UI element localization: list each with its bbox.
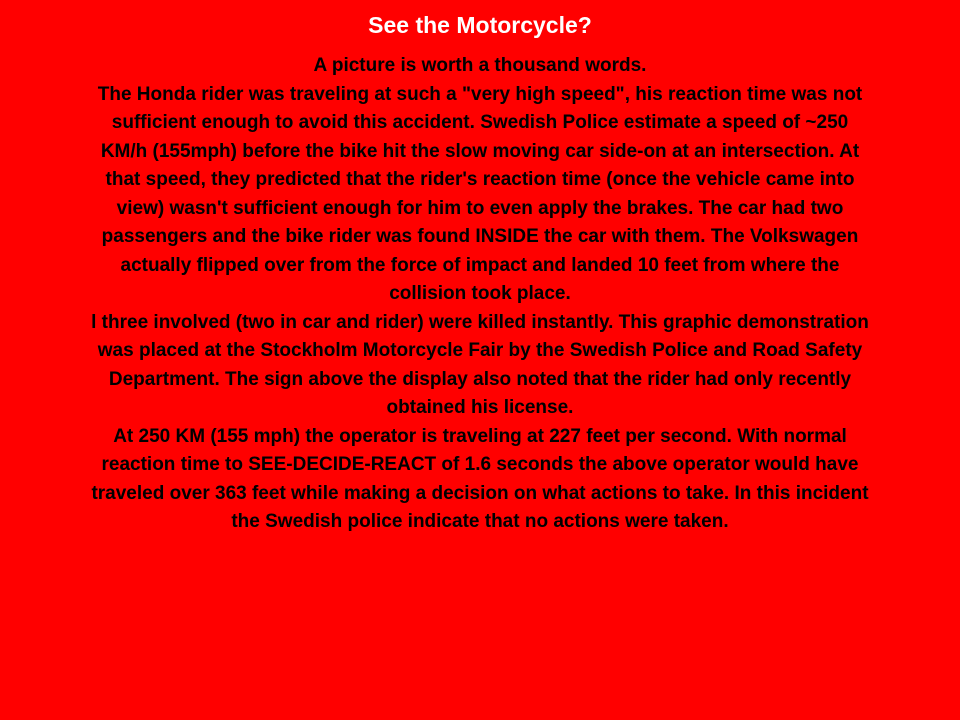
- slide-title: See the Motorcycle?: [368, 12, 592, 38]
- body-paragraph-reaction-time: At 250 KM (155 mph) the operator is traveling at 227 feet per second. With normal reaction time to SEE-DECIDE-REACT of 1.6 seconds the above operator would have traveled over 363 feet while making a decision on what actions to take. In this incident the Swedish police indicate that no actions were taken.: [91, 425, 869, 532]
- body-paragraph-casualties: l three involved (two in car and rider) were killed instantly. This graphic demonstration was placed at the Stockholm Motorcycle Fair by the Swedish Police and Road Safety Department. The sign above the display also noted that the rider had only recently obtained his license.: [91, 311, 869, 418]
- body-paragraph-accident: The Honda rider was traveling at such a "very high speed", his reaction time was not sufficient enough to avoid this accident. Swedish Police estimate a speed of ~250 KM/h (155mph) before the bike hit the slow moving car side-on at an intersection. At that speed, they predicted that the rider's reaction time (once the vehicle came into view) wasn't sufficient enough for him to even apply the brakes. The car had two passengers and the bike rider was found INSIDE the car with them. The Volkswagen actually flipped over from the force of impact and landed 10 feet from where the collision took place.: [97, 83, 863, 304]
- body-paragraph-intro: A picture is worth a thousand words.: [313, 55, 647, 76]
- slide-body: [88, 52, 872, 537]
